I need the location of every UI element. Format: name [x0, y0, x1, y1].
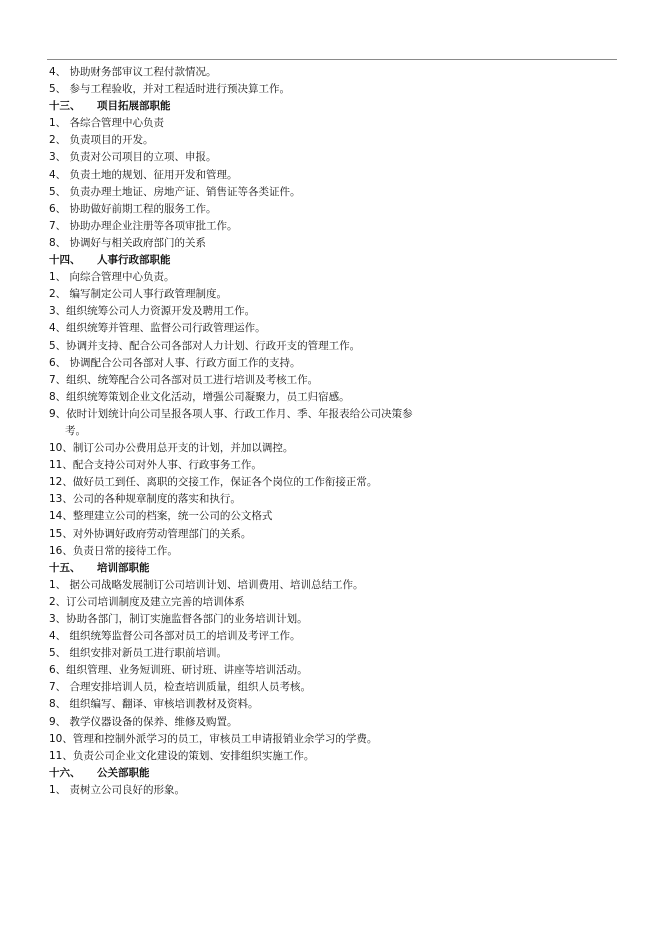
list-item: 9、 教学仪器设备的保养、维修及购置。: [49, 715, 238, 728]
list-item: 9、依时计划统计向公司呈报各项人事、行政工作月、季、年报表给公司决策参: [49, 407, 413, 420]
list-item: 8、组织统筹策划企业文化活动，增强公司凝聚力，员工归宿感。: [49, 390, 350, 403]
list-item: 5、 参与工程验收，并对工程适时进行预决算工作。: [49, 83, 291, 96]
section-number: 十四、: [49, 254, 81, 267]
section-heading: [49, 560, 619, 577]
list-item: 2、订公司培训制度及建立完善的培训体系: [49, 595, 245, 608]
section-number: 十三、: [49, 100, 81, 113]
list-item: 8、 组织编写、翻译、审核培训教材及资料。: [49, 698, 259, 711]
list-item: 11、配合支持公司对外人事、行政事务工作。: [49, 459, 262, 472]
list-item: 14、整理建立公司的档案，统一公司的公文格式: [49, 510, 273, 523]
list-item: 1、 向综合管理中心负责。: [49, 271, 175, 284]
list-item: 4、 协助财务部审议工程付款情况。: [49, 66, 217, 78]
list-item: 15、对外协调好政府劳动管理部门的关系。: [49, 527, 252, 540]
section-title: 培训部职能: [97, 561, 150, 574]
list-item: 5、 组织安排对新员工进行职前培训。: [49, 647, 228, 660]
section-heading: [49, 765, 619, 782]
list-item: 12、做好员工到任、离职的交接工作，保证各个岗位的工作衔接正常。: [49, 476, 378, 489]
list-item: 6、 协调配合公司各部对人事、行政方面工作的支持。: [49, 356, 301, 369]
section-number: 十五、: [49, 561, 81, 574]
section-heading: [49, 98, 619, 115]
list-item: 10、制订公司办公费用总开支的计划，并加以调控。: [49, 442, 294, 455]
list-item: 5、协调并支持、配合公司各部对人力计划、行政开支的管理工作。: [49, 339, 361, 352]
list-item: 2、 负责项目的开发。: [49, 134, 154, 147]
section-title: 公关部职能: [97, 766, 150, 779]
list-item: 7、 协助办理企业注册等各项审批工作。: [49, 219, 238, 232]
list-item: 16、负责日常的接待工作。: [49, 544, 178, 557]
list-item: 5、 负责办理土地证、房地产证、销售证等各类证件。: [49, 185, 301, 198]
list-item: 4、 组织统筹监督公司各部对员工的培训及考评工作。: [49, 630, 301, 643]
list-item: 11、负责公司企业文化建设的策划、安排组织实施工作。: [49, 749, 315, 762]
list-item: 6、 协助做好前期工程的服务工作。: [49, 202, 217, 215]
list-item: 6、组织管理、业务短训班、研讨班、讲座等培训活动。: [49, 664, 308, 677]
document-body: [49, 64, 619, 799]
section-title: 项目拓展部职能: [97, 100, 171, 113]
list-item: 4、组织统筹并管理、监督公司行政管理运作。: [49, 322, 266, 335]
list-item: 8、 协调好与相关政府部门的关系: [49, 236, 207, 249]
list-item: 7、组织、统筹配合公司各部对员工进行培训及考核工作。: [49, 373, 319, 386]
list-item-continuation: 考。: [65, 424, 86, 437]
list-item: 13、公司的各种规章制度的落实和执行。: [49, 493, 241, 506]
section-heading: [49, 252, 619, 269]
list-item: 1、 据公司战略发展制订公司培训计划、培训费用、培训总结工作。: [49, 578, 364, 591]
list-item: 10、管理和控制外派学习的员工，审核员工申请报销业余学习的学费。: [49, 732, 378, 745]
section-number: 十六、: [49, 766, 81, 779]
list-item: 3、协助各部门，制订实施监督各部门的业务培训计划。: [49, 613, 308, 625]
list-item: 4、 负责土地的规划、征用开发和管理。: [49, 168, 238, 181]
list-item: 1、 各综合管理中心负责: [49, 117, 165, 130]
list-item: 1、 责树立公司良好的形象。: [49, 783, 186, 796]
header-rule: [47, 59, 617, 60]
section-title: 人事行政部职能: [97, 254, 171, 267]
list-item: 7、 合理安排培训人员，检查培训质量，组织人员考核。: [49, 681, 312, 694]
list-item: 2、 编写制定公司人事行政管理制度。: [49, 288, 228, 301]
list-item: 3、组织统筹公司人力资源开发及聘用工作。: [49, 305, 256, 318]
list-item: 3、 负责对公司项目的立项、申报。: [49, 151, 217, 164]
